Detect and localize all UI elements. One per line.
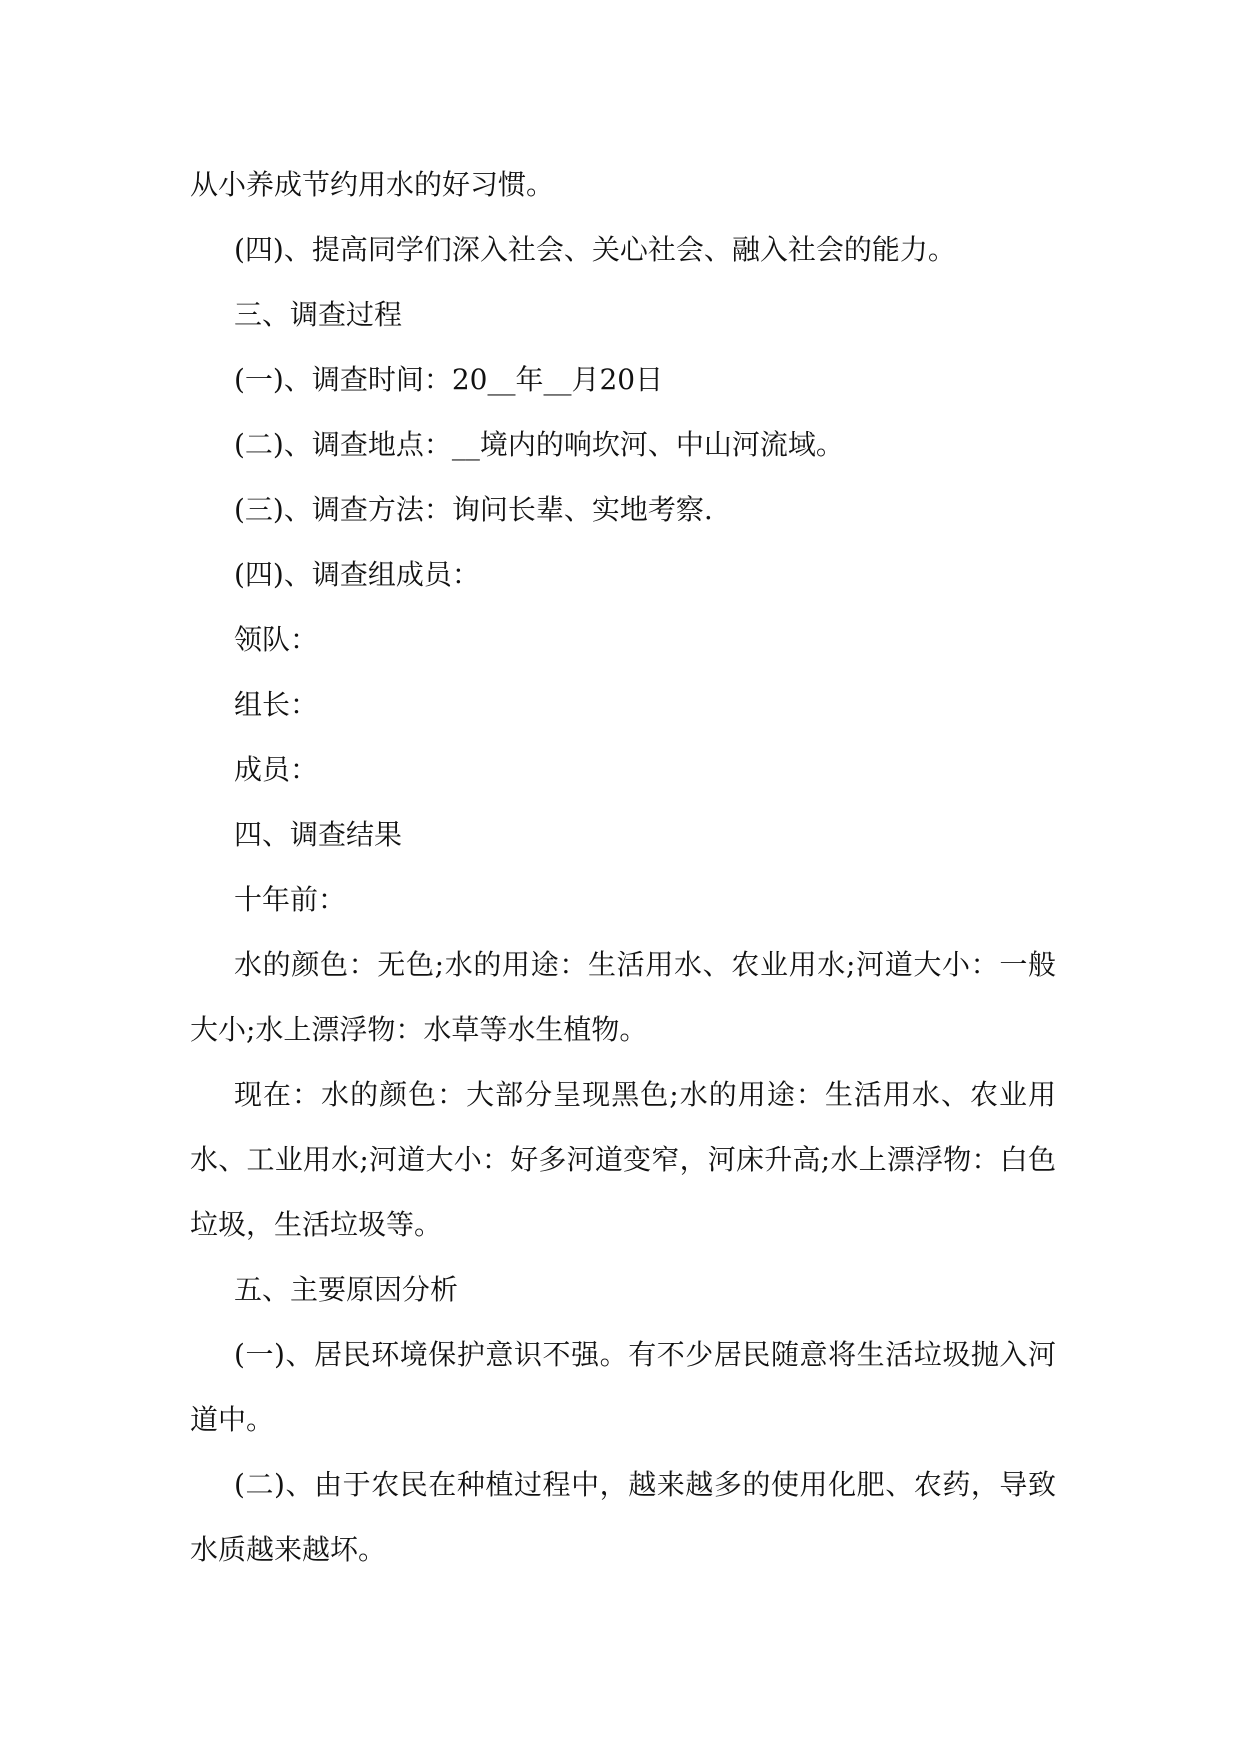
- survey-method: (三)、调查方法：询问长辈、实地考察.: [234, 493, 713, 526]
- team-leader: 领队：: [234, 623, 319, 656]
- section-heading-4: 四、调查结果: [234, 818, 403, 851]
- survey-location: (二)、调查地点：__境内的响坎河、中山河流域。: [234, 428, 844, 461]
- ten-years-ago-label: 十年前：: [234, 883, 347, 916]
- cause-2: (二)、由于农民在种植过程中，越来越多的使用化肥、农药，导致水质越来越坏。: [190, 1468, 1056, 1566]
- paragraph-1: 从小养成节约用水的好习惯。: [190, 168, 555, 201]
- survey-time: (一)、调查时间：20__年__月20日: [234, 363, 664, 396]
- ten-years-ago-paragraph: 水的颜色：无色;水的用途：生活用水、农业用水;河道大小：一般大小;水上漂浮物：水草等水生植物。: [190, 948, 1056, 1046]
- group-leader: 组长：: [234, 688, 319, 721]
- survey-members: (四)、调查组成员：: [234, 558, 480, 591]
- members: 成员：: [234, 753, 319, 786]
- paragraph-2: (四)、提高同学们深入社会、关心社会、融入社会的能力。: [234, 233, 956, 266]
- now-paragraph: 现在：水的颜色：大部分呈现黑色;水的用途：生活用水、农业用水、工业用水;河道大小：好多河道变窄，河床升高;水上漂浮物：白色垃圾，生活垃圾等。: [190, 1078, 1056, 1241]
- document-page: [190, 152, 1056, 1582]
- section-heading-5: 五、主要原因分析: [234, 1273, 459, 1306]
- cause-1: (一)、居民环境保护意识不强。有不少居民随意将生活垃圾抛入河道中。: [190, 1338, 1056, 1436]
- section-heading-3: 三、调查过程: [234, 298, 403, 331]
